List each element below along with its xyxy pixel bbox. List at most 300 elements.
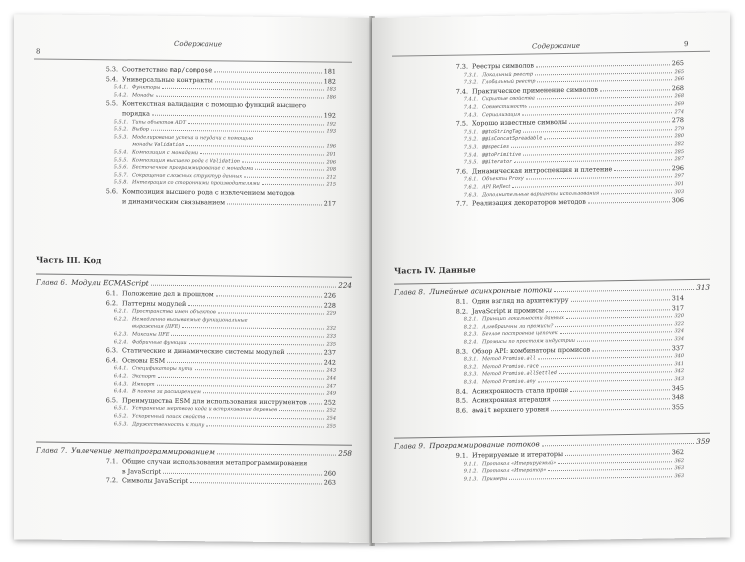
chapter-7-title: Увлечение метапрограммированием xyxy=(71,445,215,457)
toc-entry-page: 278 xyxy=(671,116,684,125)
dot-leader xyxy=(309,403,322,404)
toc-entry-title: Общие случаи использования метапрограммирования xyxy=(122,457,308,468)
toc-entry-page: 363 xyxy=(674,472,684,480)
toc-entry-title: Экспорт xyxy=(132,373,156,380)
toc-entry-title: Пространства имен объектов xyxy=(132,308,216,316)
toc-entry-title: Метод Promise.race xyxy=(482,363,539,371)
toc-entry-title: Метод Promise.any xyxy=(482,378,536,386)
chapter-7-page: 258 xyxy=(338,448,352,458)
toc-entry-page: 301 xyxy=(674,181,684,188)
toc-entry-page: 208 xyxy=(326,166,336,173)
dot-leader xyxy=(614,169,670,171)
toc-entry xyxy=(92,75,336,86)
toc-entry-number: 5.5.6. xyxy=(113,164,128,171)
toc-entry-title: Монады xyxy=(132,92,154,99)
dot-leader xyxy=(242,161,325,163)
right-page xyxy=(372,12,730,543)
toc-entry-title: Практическое применение символов xyxy=(472,85,598,96)
toc-entry-page: 345 xyxy=(671,383,684,392)
toc-entry-page: 233 xyxy=(326,333,336,340)
chapter-8-title: Линейные асинхронные потоки xyxy=(429,285,553,297)
toc-entry-page: 252 xyxy=(323,398,336,407)
toc-entry-number: 6.5.2. xyxy=(113,413,128,420)
toc-entry-page: 296 xyxy=(671,163,684,173)
toc-entry-page: 206 xyxy=(326,159,336,166)
toc-entry xyxy=(92,197,336,208)
toc-entry-number: 6.5.3. xyxy=(113,420,128,428)
toc-entry-number: 8.4. xyxy=(455,387,468,396)
dot-leader xyxy=(537,97,673,100)
toc-entry-page: 183 xyxy=(326,86,336,93)
dot-leader xyxy=(206,425,324,427)
toc-entry-number: 7.6.1. xyxy=(463,176,478,183)
toc-entry-page: 249 xyxy=(326,390,336,397)
toc-entry-page: 342 xyxy=(674,368,684,375)
toc-entry-title: Примеры xyxy=(482,475,508,483)
toc-entry xyxy=(92,457,336,468)
dot-leader xyxy=(203,392,325,394)
toc-entry-title: Асинхронность стала проще xyxy=(472,385,569,396)
dot-leader xyxy=(538,379,673,382)
dot-leader xyxy=(551,408,670,411)
toc-entry-title: Положение дел в прошлом xyxy=(122,289,214,299)
dot-leader xyxy=(255,169,324,171)
toc-entry-title: в JavaScript xyxy=(122,466,162,476)
toc-entry-number: 6.4.2. xyxy=(113,373,128,380)
right-running-header: Содержание xyxy=(532,41,581,51)
toc-entry-number: 5.4. xyxy=(105,74,118,83)
toc-entry-title: Символы JavaScript xyxy=(122,476,189,486)
chapter-7-heading xyxy=(36,441,352,457)
toc-entry-number: 5.5.4. xyxy=(113,149,128,156)
toc-entry-number: 7.4. xyxy=(455,87,468,96)
toc-entry-title: Сериализация xyxy=(482,111,521,118)
toc-entry-title: Один взгляд на архитектуру xyxy=(472,295,569,306)
toc-entry xyxy=(106,421,336,429)
toc-entry-title: Итерируемые и итераторы xyxy=(472,449,564,460)
toc-entry-title: Протокол «Итератор» xyxy=(482,467,547,475)
toc-entry-title: выражения (IIFE) xyxy=(132,323,181,331)
toc-entry-number: 7.6.2. xyxy=(463,184,478,191)
toc-entry-page: 265 xyxy=(674,68,684,75)
toc-entry-number: 6.4.3. xyxy=(113,380,128,388)
toc-entry-page: 192 xyxy=(326,121,336,128)
dot-leader xyxy=(214,71,322,73)
toc-entry-title: @@iterator xyxy=(482,158,513,166)
left-page xyxy=(14,14,372,543)
dot-leader xyxy=(600,89,670,91)
toc-entry-title: JavaScript и промисы xyxy=(472,305,544,316)
toc-entry-title: Объекты Proxy xyxy=(482,176,524,183)
toc-entry-number: 8.6. xyxy=(455,406,468,415)
left-running-header: Содержание xyxy=(174,39,223,49)
toc-entry-page: 322 xyxy=(674,320,684,328)
dot-leader xyxy=(571,299,670,302)
toc-entry-page: 263 xyxy=(323,478,336,487)
toc-entry-number: 5.3. xyxy=(105,65,118,74)
toc-entry xyxy=(442,403,684,415)
dot-leader xyxy=(559,372,673,375)
toc-entry-title: Беглое построение цепочек xyxy=(482,330,558,338)
dot-leader xyxy=(577,339,672,341)
dot-leader xyxy=(279,410,324,411)
dot-leader xyxy=(592,349,670,351)
dot-leader xyxy=(171,335,324,338)
toc-entry-number: 6.2.2. xyxy=(113,316,128,323)
toc-entry-number: 8.3.4. xyxy=(463,379,478,386)
dot-leader xyxy=(523,129,672,132)
toc-entry-number: 6.2. xyxy=(105,298,118,307)
toc-entry-number: 8.3. xyxy=(455,347,468,356)
dot-leader xyxy=(538,356,673,359)
toc-entry-title: монады Validation xyxy=(132,141,185,149)
toc-entry-number: 9.1. xyxy=(455,451,468,460)
dot-leader xyxy=(536,64,670,67)
toc-entry-page: 282 xyxy=(674,141,684,148)
toc-entry-page: 182 xyxy=(323,77,336,86)
toc-entry-title: Устранение мертвого кода и встряхивание деревьев xyxy=(132,405,278,414)
dot-leader xyxy=(558,461,672,464)
toc-entry-title: Композиция высшего рода с извлечением методов xyxy=(122,187,295,198)
toc-entry-number: 5.5.1. xyxy=(113,118,128,126)
toc-entry-page: 186 xyxy=(326,94,336,101)
toc-entry xyxy=(92,346,336,357)
toc-entry-title: Совместимость xyxy=(482,103,528,111)
toc-entry-title: Обзор API: комбинаторы промисов xyxy=(472,345,591,356)
toc-entry-number: 6.2.4. xyxy=(113,338,128,346)
toc-entry-number: 8.2.2. xyxy=(463,324,478,331)
part-three-title: Часть III. Код xyxy=(36,254,102,266)
toc-entry-title: Немедленно вызываемые функциональные xyxy=(132,316,248,324)
dot-leader xyxy=(189,343,325,345)
toc-entry-page: 334 xyxy=(674,336,684,343)
toc-entry-number: 7.4.3. xyxy=(463,111,478,119)
toc-entry-title: Хорошо известные символы xyxy=(472,118,567,128)
toc-entry-title: Принцип локальности данных xyxy=(482,315,564,323)
toc-entry-number: 5.6. xyxy=(105,187,118,196)
toc-entry-number: 5.5.3. xyxy=(113,134,128,141)
toc-entry-number: 6.5.1. xyxy=(113,405,128,412)
toc-entry-title: Соответствие map/compose xyxy=(122,65,213,75)
dot-leader xyxy=(216,295,322,297)
dot-leader xyxy=(262,184,325,186)
toc-entry-number: 8.2. xyxy=(455,307,468,316)
part-four-title: Часть IV. Данные xyxy=(394,264,476,276)
toc-entry-title: Метод Promise.allSettled xyxy=(482,370,557,378)
toc-entry-number: 7.4.1. xyxy=(463,96,478,103)
chapter-6-title: Модули ECMAScript xyxy=(71,277,149,288)
dot-leader xyxy=(207,417,324,419)
dot-leader xyxy=(151,130,324,133)
toc-entry-page: 232 xyxy=(326,325,336,333)
dot-leader xyxy=(511,144,672,148)
dot-leader xyxy=(565,453,670,456)
toc-entry-number: 7.5. xyxy=(455,119,468,128)
toc-entry-number: 6.4.4. xyxy=(113,388,128,395)
toc-entry-number: 8.3.3. xyxy=(463,371,478,378)
toc-entry-number: 6.4.1. xyxy=(113,365,128,372)
toc-entry-page: 362 xyxy=(671,448,684,457)
dot-leader xyxy=(541,364,673,367)
toc-entry-number: 8.2.3. xyxy=(463,331,478,338)
toc-entry xyxy=(92,476,336,487)
toc-entry-page: 280 xyxy=(674,133,684,140)
toc-entry-page: 235 xyxy=(326,341,336,348)
toc-entry-number: 5.5.7. xyxy=(113,172,128,179)
toc-entry-page: 237 xyxy=(323,348,336,357)
toc-entry-page: 348 xyxy=(671,393,684,402)
toc-entry-page: 320 xyxy=(674,313,684,320)
toc-entry-page: 285 xyxy=(674,148,684,155)
dot-leader xyxy=(537,79,672,82)
toc-entry-number: 7.5.4. xyxy=(463,151,478,159)
toc-entry-title: Протокол «Итерируемый» xyxy=(482,459,557,467)
toc-entry-title: Универсальные контракты xyxy=(122,74,213,84)
dot-leader xyxy=(523,152,672,155)
toc-entry-page: 226 xyxy=(323,291,336,300)
dot-leader xyxy=(555,324,672,327)
toc-entry-number: 5.5.5. xyxy=(113,156,128,164)
toc-entry-title: @@toStringTag xyxy=(482,128,522,136)
dot-leader xyxy=(522,112,672,115)
toc-entry-number: 8.2.1. xyxy=(463,316,478,323)
dot-leader xyxy=(287,353,322,354)
dot-leader xyxy=(158,377,325,380)
toc-entry-page: 260 xyxy=(323,469,336,478)
toc-entry-page: 217 xyxy=(323,199,336,208)
toc-entry-number: 6.3. xyxy=(105,346,118,355)
dot-leader xyxy=(588,202,670,204)
toc-entry-page: 268 xyxy=(674,93,684,100)
toc-entry-title: await верхнего уровня xyxy=(472,405,550,415)
toc-entry-number: 7.1. xyxy=(105,457,118,466)
toc-entry-title: Функторы xyxy=(132,84,161,91)
toc-entry-title: @@species xyxy=(482,143,510,151)
toc-entry-number: 7.5.3. xyxy=(463,144,478,151)
dot-leader xyxy=(190,482,322,484)
toc-entry-number: 6.2.1. xyxy=(113,308,128,315)
toc-entry-title: Сокращение сложных структур данных xyxy=(132,172,243,180)
toc-entry-number: 7.6. xyxy=(455,167,468,176)
toc-entry-title: Локальный реестр xyxy=(482,71,534,78)
toc-entry-title: Фабричные функции xyxy=(132,339,187,346)
toc-entry xyxy=(442,196,684,208)
toc-entry-page: 363 xyxy=(674,465,684,472)
toc-entry-page: 266 xyxy=(674,76,684,83)
dot-leader xyxy=(569,122,670,125)
chapter-7-label: Глава 7. xyxy=(36,445,68,455)
toc-entry-number: 7.3.2. xyxy=(463,79,478,86)
toc-entry-number: 7.3.1. xyxy=(463,71,478,79)
toc-entry-page: 297 xyxy=(674,173,684,180)
toc-entry-title: Импорт xyxy=(132,381,155,388)
toc-entry xyxy=(92,109,336,120)
dot-leader xyxy=(215,81,322,83)
toc-entry-number: 7.5.1. xyxy=(463,129,478,136)
toc-entry-number: 8.3.2. xyxy=(463,364,478,371)
toc-entry-page: 268 xyxy=(671,83,684,93)
dot-leader xyxy=(227,203,322,205)
toc-entry-number: 9.1.2. xyxy=(463,468,478,475)
toc-entry-page: 269 xyxy=(674,101,684,108)
dot-leader xyxy=(244,176,324,178)
toc-entry-number: 5.5. xyxy=(105,99,118,108)
chapter-6-page: 224 xyxy=(338,280,352,290)
toc-entry-title: Основы ESM xyxy=(122,356,166,365)
toc-entry-title: Выбор xyxy=(132,126,150,133)
toc-entry-number: 7.4.2. xyxy=(463,104,478,111)
toc-entry-title: Реестры символов xyxy=(472,61,534,71)
toc-entry-number: 8.3.1. xyxy=(463,356,478,363)
toc-entry-page: 215 xyxy=(326,181,336,189)
toc-entry xyxy=(92,99,336,110)
toc-entry-title: API Reflect xyxy=(482,183,511,191)
dot-leader xyxy=(167,362,322,365)
chapter-6-heading xyxy=(36,273,352,289)
dot-leader xyxy=(544,137,672,140)
toc-entry-page: 337 xyxy=(671,343,684,352)
toc-entry-page: 254 xyxy=(326,415,336,422)
toc-entry-page: 314 xyxy=(671,294,684,303)
toc-entry-title: В погоне за расширением xyxy=(132,388,201,396)
dot-leader xyxy=(162,88,324,91)
toc-entry-page: 229 xyxy=(326,310,336,317)
toc-entry-page: 279 xyxy=(674,125,684,133)
dot-leader xyxy=(514,159,672,162)
toc-entry-title: Дополнительные варианты использования xyxy=(482,190,600,198)
dot-leader xyxy=(601,192,672,194)
toc-entry-title: Композиция высшего рода с Validation xyxy=(132,157,240,165)
toc-entry-title: Контекстная валидация с помощью функций высшего xyxy=(122,99,306,110)
chapter-8-page: 313 xyxy=(696,282,710,292)
dot-leader xyxy=(509,476,672,480)
dot-leader xyxy=(218,313,325,315)
toc-entry-page: 355 xyxy=(671,402,684,412)
header-rule xyxy=(392,51,710,57)
toc-entry-page: 343 xyxy=(674,376,684,383)
toc-entry-title: Миксины IIFE xyxy=(132,331,170,338)
dot-leader xyxy=(188,305,321,307)
toc-entry-page: 252 xyxy=(326,407,336,415)
dot-leader xyxy=(529,104,672,107)
toc-entry xyxy=(92,299,336,310)
toc-entry-title: и динамическим связыванием xyxy=(122,196,226,207)
toc-entry-title: Динамическая интроспекция и плетение xyxy=(472,165,613,176)
toc-entry xyxy=(92,65,336,76)
dot-leader xyxy=(157,384,325,387)
toc-entry-title: Скрытые свойства xyxy=(482,95,535,103)
toc-entry-title: Спецификаторы пути xyxy=(132,365,193,373)
toc-entry-number: 7.7. xyxy=(455,199,468,208)
toc-entry-title: @@isConcatSpreadable xyxy=(482,135,543,143)
toc-entry-title: Преимущества ESM для использования инструментов xyxy=(122,396,307,407)
right-page-number: 9 xyxy=(684,40,689,49)
toc-entry-title: Промисы по простоям индустрии xyxy=(482,337,576,346)
toc-entry-page: 274 xyxy=(674,108,684,115)
toc-entry-page: 317 xyxy=(671,303,684,312)
toc-entry-page: 242 xyxy=(323,358,336,367)
dot-leader xyxy=(152,115,322,118)
toc-entry-page: 324 xyxy=(674,328,684,335)
toc-entry-page: 255 xyxy=(326,423,336,430)
toc-entry-title: Ускоренный поиск свойств xyxy=(132,413,206,421)
dot-leader xyxy=(548,468,672,471)
dot-leader xyxy=(526,177,673,180)
dot-leader xyxy=(188,123,324,125)
toc-entry-number: 5.4.2. xyxy=(113,92,128,99)
toc-entry-title: Интеграция со сторонними производителями xyxy=(132,179,260,188)
toc-entry-title: Статические и динамические системы модулей xyxy=(122,346,285,357)
toc-entry-page: 181 xyxy=(323,67,336,76)
toc-entry xyxy=(92,467,336,478)
toc-entry-page: 306 xyxy=(671,196,684,205)
toc-entry-page: 244 xyxy=(326,375,336,382)
toc-entry-number: 6.1. xyxy=(105,289,118,298)
toc-entry-page: 196 xyxy=(326,143,336,151)
toc-entry-number: 7.2. xyxy=(105,476,118,485)
dot-leader xyxy=(560,332,673,335)
toc-entry-number: 9.1.3. xyxy=(463,476,478,483)
toc-entry-number: 5.5.8. xyxy=(113,179,128,186)
dot-leader xyxy=(163,472,322,475)
toc-entry-page: 303 xyxy=(674,188,684,195)
toc-entry-page: 212 xyxy=(326,174,336,181)
toc-entry-number: 5.4.1. xyxy=(113,84,128,91)
toc-entry-title: Реализация декораторов методов xyxy=(472,197,586,208)
chapter-6-label: Глава 6. xyxy=(36,277,68,287)
toc-entry xyxy=(92,396,336,407)
toc-entry-title: @@toPrimitive xyxy=(482,151,522,158)
toc-entry xyxy=(92,187,336,198)
toc-entry-page: 287 xyxy=(674,156,684,163)
toc-entry-number: 8.2.4. xyxy=(463,339,478,346)
toc-entry-number: 6.5. xyxy=(105,396,118,405)
toc-entry-number: 9.1.1. xyxy=(463,460,478,468)
dot-leader xyxy=(200,153,324,155)
toc-entry-page: 340 xyxy=(674,353,684,360)
toc-entry-page: 192 xyxy=(323,111,336,120)
toc-entry-title: Бесточечное программирование с монадами xyxy=(132,164,254,172)
toc-entry-title: Алгебраичны ли промисы? xyxy=(482,322,554,331)
toc-entry-title: Метод Promise.all xyxy=(482,355,536,363)
chapter-9-label: Глава 9. xyxy=(394,441,426,451)
toc-entry-page: 193 xyxy=(326,128,336,135)
chapter-9-title: Программирование потоков xyxy=(429,439,540,451)
toc-entry-page: 265 xyxy=(671,59,684,68)
toc-entry-page: 362 xyxy=(674,457,684,464)
toc-entry xyxy=(92,356,336,367)
toc-entry-number: 6.2.3. xyxy=(113,331,128,338)
toc-entry-title: Композиция с монадами xyxy=(132,149,199,157)
toc-entry-title: Моделирование успеха и неудачи с помощью xyxy=(132,134,254,142)
dot-leader xyxy=(566,316,673,319)
toc-entry-page: 228 xyxy=(323,301,336,310)
toc-entry-page: 341 xyxy=(674,360,684,368)
dot-leader xyxy=(512,184,672,188)
toc-entry xyxy=(92,289,336,300)
toc-entry-number: 7.5.5. xyxy=(463,159,478,166)
toc-entry-title: порядка xyxy=(122,109,150,118)
toc-entry-title: Паттерны модулей xyxy=(122,298,187,308)
toc-entry-title: Типы объектов ADT xyxy=(132,119,186,126)
dot-leader xyxy=(156,96,325,99)
dot-leader xyxy=(546,309,670,312)
dot-leader xyxy=(535,72,672,75)
dot-leader xyxy=(186,145,324,147)
toc-entry-page: 243 xyxy=(326,367,336,375)
chapter-8-label: Глава 8. xyxy=(394,287,426,297)
toc-entry-number: 7.6.3. xyxy=(463,191,478,199)
